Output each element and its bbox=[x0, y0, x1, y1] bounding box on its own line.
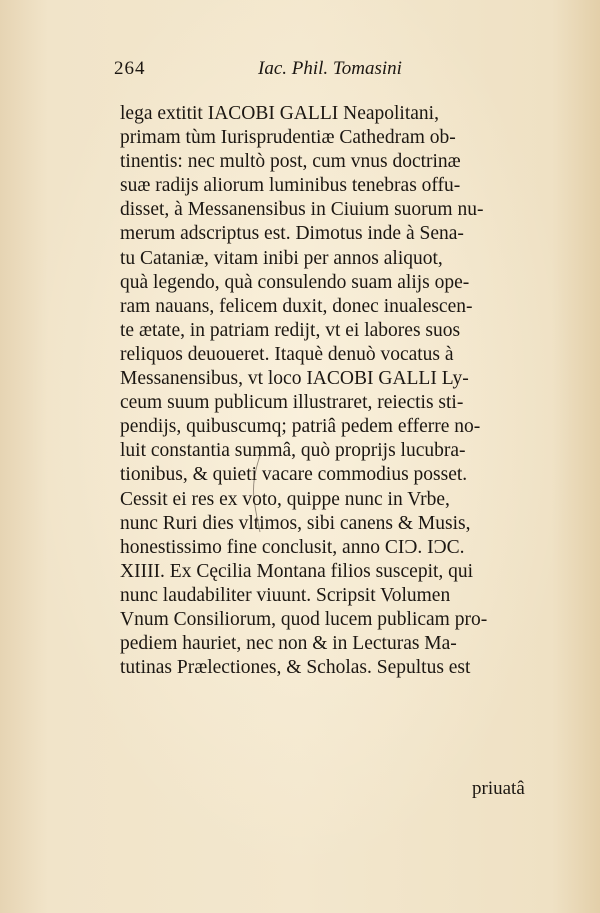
text-line: lega extitit IACOBI GALLI Neapolitani, bbox=[120, 103, 439, 124]
text-line: merum adscriptus est. Dimotus inde à Sena- bbox=[120, 223, 464, 245]
text-line: ceum suum publicum illustraret, reiectis sti- bbox=[120, 392, 464, 414]
text-line: primam tùm Iurisprudentiæ Cathedram ob- bbox=[120, 127, 456, 149]
handwritten-stroke bbox=[248, 448, 268, 534]
page-number: 264 bbox=[114, 58, 146, 79]
text-line: pendijs, quibuscumq; patriâ pedem efferre no- bbox=[120, 416, 481, 438]
running-head: Iac. Phil. Tomasini bbox=[258, 58, 402, 79]
body-text bbox=[120, 102, 570, 680]
page-header bbox=[114, 58, 474, 88]
text-line: nunc laudabiliter viuunt. Scripsit Volumen bbox=[120, 584, 451, 606]
text-line: tutinas Prælectiones, & Scholas. Sepultus est bbox=[120, 657, 471, 679]
text-line: disset, à Messanensibus in Ciuium suorum nu- bbox=[120, 199, 484, 221]
text-line: pediem hauriet, nec non & in Lecturas Ma- bbox=[120, 633, 457, 655]
text-line: XIIII. Ex Cęcilia Montana filios suscepit, qui bbox=[120, 560, 474, 582]
text-line: luit constantia summâ, quò proprijs lucubra- bbox=[120, 440, 466, 462]
text-line: reliquos deuoueret. Itaquè denuò vocatus à bbox=[120, 343, 454, 365]
text-line: Vnum Consiliorum, quod lucem publicam pro- bbox=[120, 608, 488, 630]
catchword: priuatâ bbox=[472, 778, 525, 799]
text-line: quà legendo, quà consulendo suam alijs ope- bbox=[120, 271, 470, 293]
text-line: tinentis: nec multò post, cum vnus doctrinæ bbox=[120, 151, 461, 173]
text-line: tionibus, & quieti vacare commodius posset. bbox=[120, 464, 468, 486]
text-line: nunc Ruri dies vltimos, sibi canens & Musis, bbox=[120, 512, 471, 534]
text-line: Messanensibus, vt loco IACOBI GALLI Ly- bbox=[120, 368, 469, 390]
text-line: Cessit ei res ex voto, quippe nunc in Vrbe, bbox=[120, 488, 450, 510]
text-line: tu Cataniæ, vitam inibi per annos aliquot, bbox=[120, 247, 443, 269]
text-line: ram nauans, felicem duxit, donec inualescen- bbox=[120, 295, 473, 317]
text-line: suæ radijs aliorum luminibus tenebras offu- bbox=[120, 175, 461, 197]
text-line: honestissimo fine conclusit, anno CIƆ. IƆC. bbox=[120, 536, 465, 558]
text-line: te ætate, in patriam redijt, vt ei labores suos bbox=[120, 319, 461, 341]
